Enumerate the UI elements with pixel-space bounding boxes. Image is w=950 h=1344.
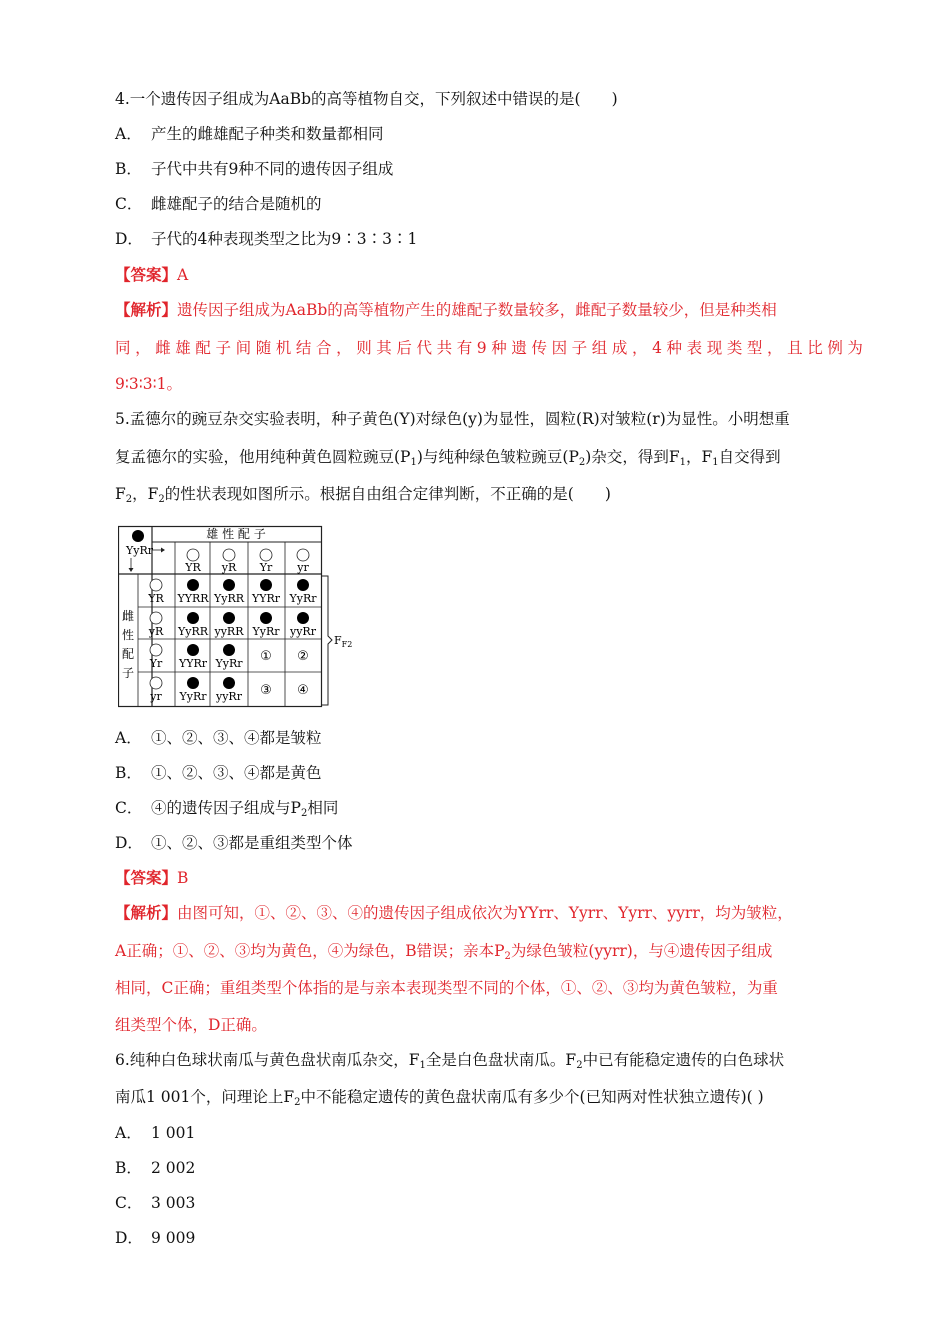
col-gamete-Yr: Yr — [259, 561, 273, 574]
cell-r1-c2: YyRR — [213, 592, 245, 605]
row-header-char-2: 性 — [121, 628, 135, 642]
q4-option-a: A． 产生的雌雄配子种类和数量都相同 — [115, 125, 384, 143]
q5-analysis-line-4: 组类型个体，D正确。 — [115, 1016, 267, 1034]
male-gamete-header: 雄 性 配 子 — [206, 527, 266, 541]
row-gamete-yR: yR — [148, 625, 164, 638]
q4-analysis-line-1: 【解析】遗传因子组成为AaBb的高等植物产生的雄配子数量较多，雌配子数量较少，但是种类相 — [115, 300, 777, 319]
f2-bracket — [322, 576, 332, 705]
cell-r4-c4: ④ — [297, 683, 309, 698]
corner-genotype-label: YyRr — [126, 544, 154, 557]
seed-dot-icon — [297, 579, 309, 591]
gamete-circle-icon — [150, 677, 162, 689]
cell-r1-c3: YYRr — [251, 592, 281, 605]
cell-r2-c2: yyRR — [214, 625, 244, 638]
gamete-circle-icon — [150, 644, 162, 656]
q5-stem-line-1: 5.孟德尔的豌豆杂交实验表明，种子黄色(Y)对绿色(y)为显性，圆粒(R)对皱粒(r)为显性。小明想重 — [115, 410, 790, 428]
q6-option-d: D． 9 009 — [115, 1229, 196, 1247]
q4-analysis-line-2: 同，雌雄配子间随机结合，则其后代共有9种遗传因子组成，4种表现类型，且比例为 — [115, 339, 868, 357]
gamete-circle-icon — [297, 549, 309, 561]
row-header-char-1: 雌 — [121, 609, 135, 623]
punnett-square-figure — [118, 522, 358, 708]
q5-stem-line-2: 复孟德尔的实验，他用纯种黄色圆粒豌豆$(P_1)$与纯种绿色皱粒豌豆$(P_2)$杂交，得到$F_1$，$F_1$自交得到 — [115, 448, 781, 468]
cell-r4-c3: ③ — [260, 683, 272, 698]
col-gamete-yR: yR — [221, 561, 237, 574]
row-gamete-YR: YR — [148, 592, 164, 605]
seed-dot-icon — [223, 677, 235, 689]
seed-dot-icon — [187, 677, 199, 689]
cell-r1-c4: YyRr — [289, 592, 317, 605]
gamete-circle-icon — [260, 549, 272, 561]
gamete-circle-icon — [223, 549, 235, 561]
seed-dot-icon — [187, 612, 199, 624]
q4-answer: 【答案】A — [115, 265, 189, 284]
seed-dot-icon — [187, 644, 199, 656]
seed-dot-icon — [223, 644, 235, 656]
q5-analysis-line-1: 【解析】由图可知，①、②、③、④的遗传因子组成依次为YYrr、Yyrr、Yyrr、yyrr，均为皱粒， — [115, 903, 793, 922]
gamete-circle-icon — [150, 579, 162, 591]
col-gamete-yr: yr — [297, 561, 309, 574]
q5-option-b: B． ①、②、③、④都是黄色 — [115, 764, 322, 782]
q4-stem: 4.一个遗传因子组成为AaBb的高等植物自交，下列叙述中错误的是( ) — [115, 90, 618, 108]
seed-dot-icon — [260, 612, 272, 624]
cell-r2-c1: YyRR — [177, 625, 209, 638]
cell-r2-c4: yyRr — [290, 625, 316, 638]
row-gamete-Yr: Yr — [149, 657, 163, 670]
q5-option-c: C． ④的遗传因子组成与$P_2$相同 — [115, 799, 339, 819]
cell-r2-c3: YyRr — [252, 625, 280, 638]
row-gamete-yr: yr — [150, 690, 162, 703]
f2-label: $F_{F2}$ — [334, 634, 353, 649]
q5-answer: 【答案】B — [115, 868, 189, 887]
parent-yellow-round-seed-icon — [132, 530, 144, 542]
q4-option-b: B． 子代中共有9种不同的遗传因子组成 — [115, 160, 394, 178]
gamete-circle-icon — [150, 612, 162, 624]
seed-dot-icon — [187, 579, 199, 591]
seed-dot-icon — [260, 579, 272, 591]
seed-dot-icon — [297, 612, 309, 624]
col-gamete-YR: YR — [185, 561, 201, 574]
row-header-char-4: 子 — [121, 666, 135, 680]
q5-stem-line-3: $F_2$，$F_2$的性状表现如图所示。根据自由组合定律判断，不正确的是( ) — [115, 485, 611, 505]
q5-analysis-line-3: 相同，C正确；重组类型个体指的是与亲本表现类型不同的个体，①、②、③均为黄色皱粒，为重 — [115, 979, 778, 997]
q4-analysis-line-3: 9∶3∶3∶1。 — [115, 375, 183, 393]
column-gametes — [184, 549, 309, 574]
cell-r4-c1: YyRr — [179, 690, 207, 703]
seed-dot-icon — [223, 612, 235, 624]
row-header-char-3: 配 — [121, 647, 135, 661]
seed-dot-icon — [223, 579, 235, 591]
q4-option-c: C． 雌雄配子的结合是随机的 — [115, 195, 322, 213]
q6-option-c: C． 3 003 — [115, 1194, 196, 1212]
cell-r3-c1: YYRr — [178, 657, 208, 670]
q6-stem-line-2: 南瓜1 001个，问理论上$F_2$中不能稳定遗传的黄色盘状南瓜有多少个(已知两对性状独立遗传)( ) — [115, 1088, 764, 1108]
cell-r3-c3: ① — [260, 649, 272, 664]
cell-r3-c2: YyRr — [215, 657, 243, 670]
q5-option-d: D． ①、②、③都是重组类型个体 — [115, 834, 353, 852]
q5-option-a: A． ①、②、③、④都是皱粒 — [115, 729, 322, 747]
cell-r3-c4: ② — [297, 649, 309, 664]
cell-r4-c2: yyRr — [216, 690, 242, 703]
q6-stem-line-1: 6.纯种白色球状南瓜与黄色盘状南瓜杂交，$F_1$全是白色盘状南瓜。$F_2$中已有能稳定遗传的白色球状 — [115, 1051, 785, 1071]
q6-option-a: A． 1 001 — [115, 1124, 196, 1142]
cell-r1-c1: YYRR — [177, 592, 209, 605]
gamete-circle-icon — [187, 549, 199, 561]
q4-option-d: D． 子代的4种表现类型之比为9∶3∶3∶1 — [115, 230, 418, 248]
q6-option-b: B． 2 002 — [115, 1159, 196, 1177]
q5-analysis-line-2: A正确；①、②、③均为黄色，④为绿色，B错误；亲本$P_2$为绿色皱粒(yyrr)，与④遗传因子组成 — [115, 942, 773, 962]
